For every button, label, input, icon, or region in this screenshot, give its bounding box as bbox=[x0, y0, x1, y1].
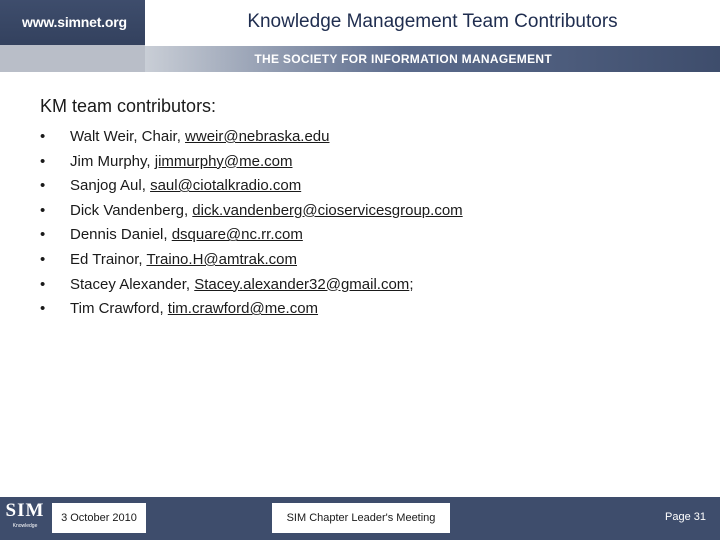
contributor-name: Tim Crawford, bbox=[70, 300, 168, 318]
bullet-icon: • bbox=[40, 275, 46, 293]
contributor-name: Walt Weir, Chair, bbox=[70, 128, 186, 145]
list-item bbox=[40, 150, 690, 175]
section-heading: KM team contributors: bbox=[40, 96, 217, 116]
contributor-name: Dennis Daniel, bbox=[70, 226, 172, 244]
list-item bbox=[40, 248, 690, 273]
header-band bbox=[145, 46, 720, 72]
bullet-icon: • bbox=[40, 152, 46, 170]
email-link[interactable]: tim.crawford@me.com bbox=[167, 300, 319, 318]
email-link[interactable]: Traino.H@amtrak.com bbox=[146, 250, 297, 268]
bullet-icon: • bbox=[40, 201, 46, 219]
contributor-name: Ed Trainor, bbox=[70, 250, 147, 268]
email-link[interactable]: dsquare@nc.rr.com bbox=[171, 226, 303, 244]
bullet-icon: • bbox=[40, 300, 46, 318]
list-item bbox=[40, 174, 690, 199]
header-title-box bbox=[145, 0, 720, 46]
page-title: Knowledge Management Team Contributors bbox=[247, 11, 618, 32]
slide-content bbox=[40, 96, 690, 322]
footer-bar bbox=[0, 497, 720, 540]
bullet-icon: • bbox=[40, 128, 46, 145]
footer-meeting: SIM Chapter Leader's Meeting bbox=[272, 503, 450, 533]
email-link[interactable]: wweir@nebraska.edu bbox=[185, 128, 330, 145]
contributor-suffix: ; bbox=[409, 275, 414, 293]
email-link[interactable]: saul@ciotalkradio.com bbox=[150, 177, 302, 195]
list-item bbox=[40, 297, 690, 322]
contributor-name: Sanjog Aul, bbox=[70, 177, 151, 195]
contributor-name: Dick Vandenberg, bbox=[70, 201, 193, 219]
email-link[interactable]: jimmurphy@me.com bbox=[154, 152, 293, 170]
list-item bbox=[40, 199, 690, 224]
page-number: Page 31 bbox=[665, 511, 706, 523]
contributor-name: Stacey Alexander, bbox=[70, 275, 195, 293]
org-name: THE SOCIETY FOR INFORMATION MANAGEMENT bbox=[254, 52, 552, 66]
contributor-name: Jim Murphy, bbox=[70, 152, 155, 170]
list-item bbox=[40, 223, 690, 248]
email-link[interactable]: dick.vandenberg@cioservicesgroup.com bbox=[192, 201, 463, 219]
site-url[interactable]: www.simnet.org bbox=[22, 14, 127, 30]
bullet-icon: • bbox=[40, 177, 46, 195]
footer-date: 3 October 2010 bbox=[52, 503, 146, 533]
bullet-icon: • bbox=[40, 250, 46, 268]
contributor-list bbox=[40, 125, 690, 322]
logo-mark: SIM bbox=[5, 500, 45, 521]
bullet-icon: • bbox=[40, 226, 46, 244]
email-link[interactable]: Stacey.alexander32@gmail.com bbox=[194, 275, 410, 293]
logo-subtitle: Knowledge bbox=[12, 523, 38, 529]
sim-logo bbox=[4, 500, 46, 536]
list-item bbox=[40, 125, 690, 150]
header-divider-left bbox=[0, 45, 145, 72]
list-item bbox=[40, 273, 690, 298]
